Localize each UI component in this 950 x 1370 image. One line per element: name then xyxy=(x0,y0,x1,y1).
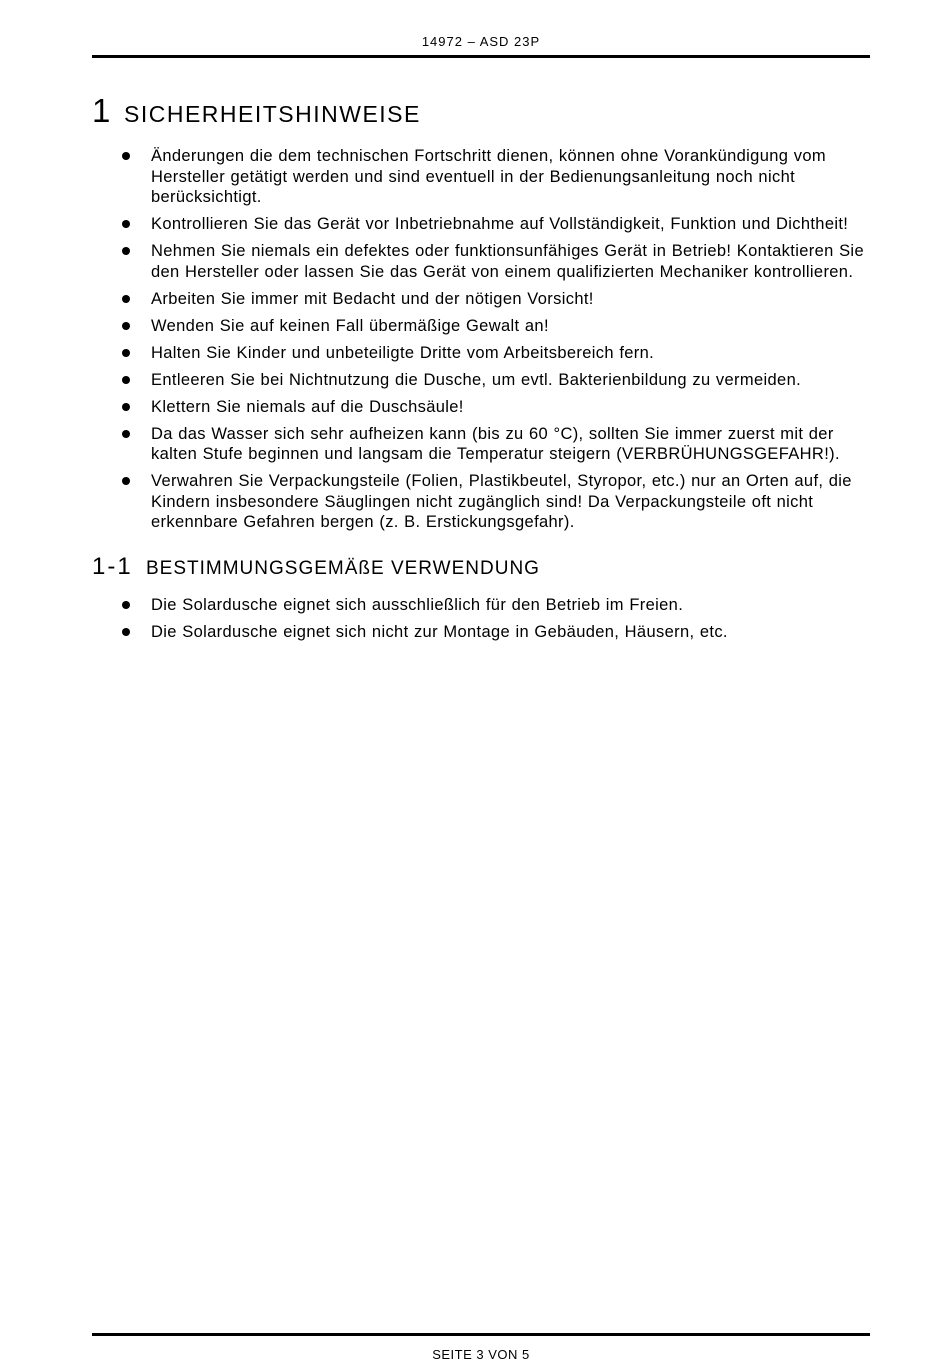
list-item: Klettern Sie niemals auf die Duschsäule! xyxy=(92,397,870,418)
subsection-title: BESTIMMUNGSGEMÄßE VERWENDUNG xyxy=(146,557,540,579)
list-item: Wenden Sie auf keinen Fall übermäßige Gewalt an! xyxy=(92,316,870,337)
page-content xyxy=(92,92,870,649)
header-divider xyxy=(92,55,870,58)
list-item: Da das Wasser sich sehr aufheizen kann (bis zu 60 °C), sollten Sie immer zuerst mit der kalten Stufe beginnen und langsam die Temperatur steigern (VERBRÜHUNGSGEFAHR!). xyxy=(92,424,870,465)
list-item: Entleeren Sie bei Nichtnutzung die Dusche, um evtl. Bakterienbildung zu vermeiden. xyxy=(92,370,870,391)
list-item: Änderungen die dem technischen Fortschritt dienen, können ohne Vorankündigung vom Hersteller getätigt werden und sind eventuell in der Bedienungsanleitung noch nicht berücksichtigt. xyxy=(92,146,870,208)
section-heading-safety xyxy=(92,92,870,130)
subsection-number: 1-1 xyxy=(92,552,133,580)
page-number-footer: SEITE 3 VON 5 xyxy=(432,1347,530,1362)
list-item: Kontrollieren Sie das Gerät vor Inbetriebnahme auf Vollständigkeit, Funktion und Dichtheit! xyxy=(92,214,870,235)
list-item: Arbeiten Sie immer mit Bedacht und der nötigen Vorsicht! xyxy=(92,289,870,310)
list-item: Halten Sie Kinder und unbeteiligte Dritte vom Arbeitsbereich fern. xyxy=(92,343,870,364)
safety-notes-list xyxy=(92,146,870,533)
section-number: 1 xyxy=(92,92,112,129)
footer-divider xyxy=(92,1333,870,1336)
list-item: Verwahren Sie Verpackungsteile (Folien, Plastikbeutel, Styropor, etc.) nur an Orten auf, die Kindern insbesondere Säuglingen nicht zugänglich sind! Da Verpackungsteile oft nicht erkennbare Gefahren bergen (z. B. Erstickungsgefahr). xyxy=(92,471,870,533)
document-id-header: 14972 – ASD 23P xyxy=(421,34,541,49)
section-title: SICHERHEITSHINWEISE xyxy=(124,101,421,127)
intended-use-list xyxy=(92,595,870,643)
section-heading-intended-use xyxy=(92,553,870,581)
list-item: Die Solardusche eignet sich nicht zur Montage in Gebäuden, Häusern, etc. xyxy=(92,622,870,643)
list-item: Nehmen Sie niemals ein defektes oder funktionsunfähiges Gerät in Betrieb! Kontaktieren Sie den Hersteller oder lassen Sie das Gerät von einem qualifizierten Mechaniker kontrollieren. xyxy=(92,241,870,282)
list-item: Die Solardusche eignet sich ausschließlich für den Betrieb im Freien. xyxy=(92,595,870,616)
